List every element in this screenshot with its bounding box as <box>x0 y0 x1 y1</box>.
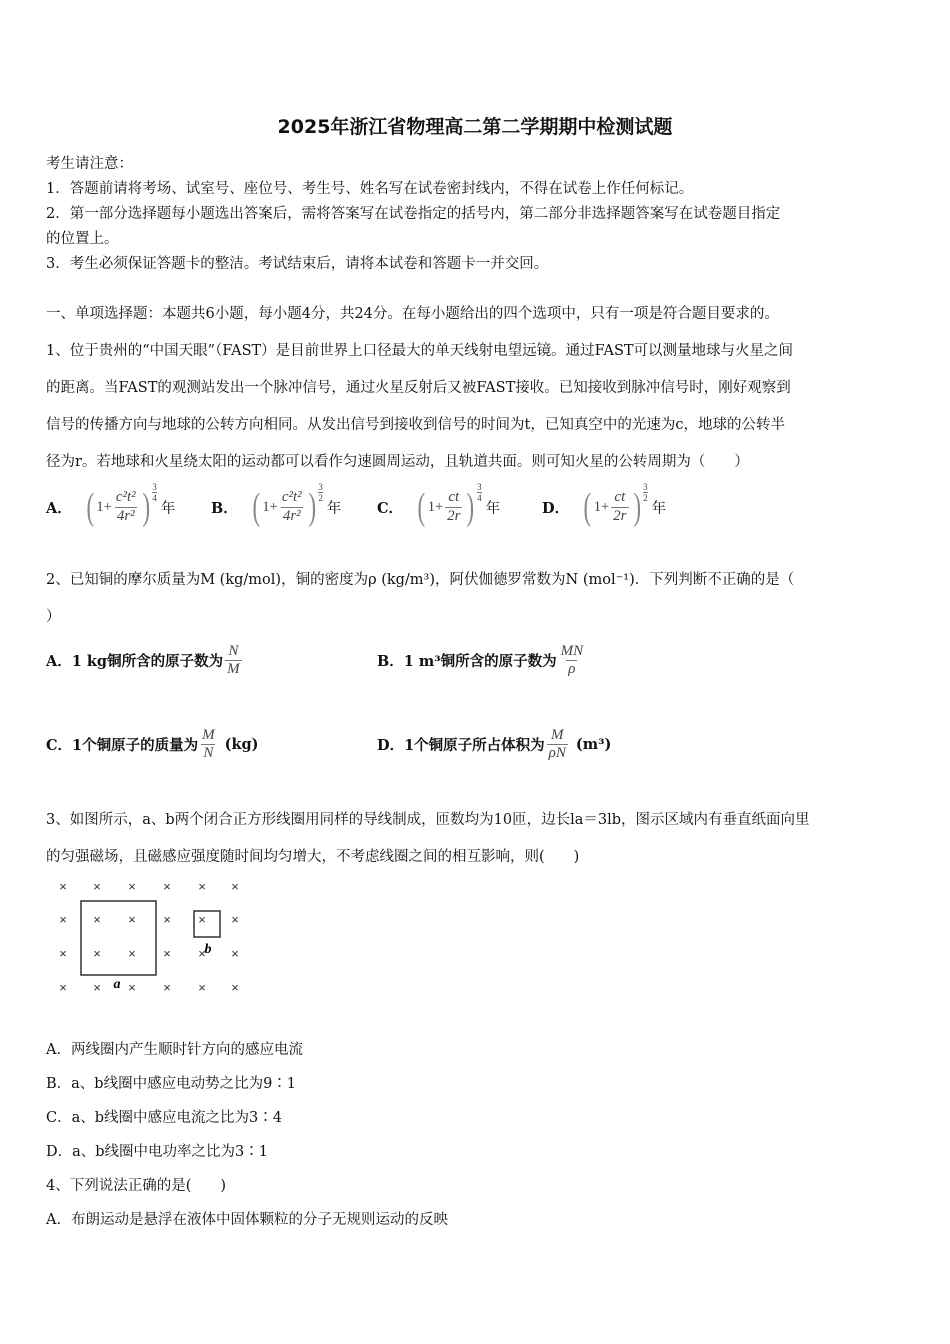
field-cross: × <box>93 980 101 995</box>
q2-option-c-text: C．1个铜原子的质量为 <box>46 737 199 755</box>
q2-option-b[interactable] <box>377 643 587 679</box>
field-cross: × <box>198 912 206 927</box>
q3-option-b[interactable]: B．a、b线圈中感应电动势之比为9∶1 <box>46 1076 297 1092</box>
section-heading: 一、单项选择题：本题共6小题，每小题4分，共24分。在每小题给出的四个选项中，只有一项是符合题目要求的。 <box>46 306 779 322</box>
q1-option-b-label: B． <box>211 499 238 517</box>
q1-option-a-label: A． <box>46 499 72 517</box>
field-cross: × <box>231 912 239 927</box>
notice-item-2: 2．第一部分选择题每小题选出答案后，需将答案写在试卷指定的括号内，第二部分非选择题答案写在试卷题目指定 <box>46 206 781 222</box>
q2-option-a-fraction: $\frac{N}{M}$ <box>227 643 240 678</box>
q1-option-d-label: D． <box>542 499 570 517</box>
page-title: 2025年浙江省物理高二第二学期期中检测试题 <box>277 116 673 138</box>
field-cross: × <box>163 946 171 961</box>
field-cross: × <box>93 912 101 927</box>
q1-option-d[interactable] <box>542 482 667 528</box>
q1-option-b-formula: ( 1+ $\frac{\text{c²t²}}{\text{4r²}}$ ) 3 2 <box>252 482 323 528</box>
magnetic-field-diagram <box>50 874 250 1008</box>
q3-option-d[interactable]: D．a、b线圈中电功率之比为3∶1 <box>46 1144 269 1160</box>
q2-option-c-unit: (kg) <box>224 736 259 754</box>
field-cross: × <box>231 879 239 894</box>
field-figure <box>50 874 250 1004</box>
q1-option-c-formula: ( 1+ $\frac{ct}{2r}$ ) 3 4 <box>417 482 482 528</box>
notice-item-1: 1．答题前请将考场、试室号、座位号、考生号、姓名写在试卷密封线内，不得在试卷上作任何标记。 <box>46 181 694 197</box>
field-cross: × <box>198 946 206 961</box>
q2-option-b-fraction: $\frac{MN}{\rho}$ <box>560 643 584 678</box>
q4-option-a[interactable]: A．布朗运动是悬浮在液体中固体颗粒的分子无规则运动的反映 <box>46 1212 448 1228</box>
notice-heading: 考生请注意： <box>46 156 133 172</box>
q1-option-c-label: C． <box>377 499 404 517</box>
coil-a-label: a <box>113 977 121 992</box>
field-cross: × <box>231 946 239 961</box>
q1-option-d-formula: ( 1+ $\frac{ct}{2r}$ ) 3 2 <box>583 482 648 528</box>
field-cross: × <box>59 879 67 894</box>
field-cross: × <box>128 879 136 894</box>
field-cross: × <box>231 980 239 995</box>
field-cross: × <box>198 980 206 995</box>
field-cross: × <box>128 912 136 927</box>
q2-option-a[interactable] <box>46 643 244 679</box>
field-cross: × <box>93 879 101 894</box>
field-cross: × <box>59 946 67 961</box>
q1-option-b[interactable] <box>211 482 342 528</box>
q3-line-2: 的匀强磁场，且磁感应强度随时间均匀增大，不考虑线圈之间的相互影响，则( ) <box>46 849 580 865</box>
field-cross: × <box>163 980 171 995</box>
q2-option-d-fraction: $\frac{M}{\rho N}$ <box>548 727 566 762</box>
q2-option-d[interactable] <box>377 727 611 763</box>
field-cross: × <box>59 980 67 995</box>
q3-line-1: 3、如图所示，a、b两个闭合正方形线圈用同样的导线制成，匝数均为10匝，边长la＝3lb，图示区域内有垂直纸面向里 <box>46 812 810 828</box>
field-cross: × <box>198 879 206 894</box>
q2-option-c-fraction: $\frac{M}{N}$ <box>202 727 215 762</box>
coil-b-label: b <box>204 942 212 957</box>
field-cross: × <box>93 946 101 961</box>
q2-line-2: ） <box>46 609 61 625</box>
q3-option-c[interactable]: C．a、b线圈中感应电流之比为3∶4 <box>46 1110 282 1126</box>
field-cross: × <box>128 946 136 961</box>
q2-line-1: 2、已知铜的摩尔质量为M (kg/mol)，铜的密度为ρ (kg/m³)，阿伏伽德罗常数为N (mol⁻¹)．下列判断不正确的是（ <box>46 572 795 588</box>
field-cross: × <box>128 980 136 995</box>
field-cross: × <box>163 879 171 894</box>
q1-option-b-unit: 年 <box>326 500 342 517</box>
q2-option-c[interactable] <box>46 727 259 763</box>
q1-option-c-unit: 年 <box>485 500 501 517</box>
q1-line-3: 信号的传播方向与地球的公转方向相同。从发出信号到接收到信号的时间为t，已知真空中的光速为c，地球的公转半 <box>46 417 785 433</box>
q3-option-a[interactable]: A．两线圈内产生顺时针方向的感应电流 <box>46 1042 303 1058</box>
field-cross: × <box>59 912 67 927</box>
q1-option-d-unit: 年 <box>651 500 667 517</box>
notice-item-3: 3．考生必须保证答题卡的整洁。考试结束后，请将本试卷和答题卡一并交回。 <box>46 256 549 272</box>
q1-option-c[interactable] <box>377 482 501 528</box>
q2-option-d-text: D．1个铜原子所占体积为 <box>377 737 545 755</box>
q1-option-a[interactable] <box>46 482 176 528</box>
q1-line-4: 径为r。若地球和火星绕太阳的运动都可以看作匀速圆周运动，且轨道共面。则可知火星的公转周期为（ ） <box>46 454 749 470</box>
notice-item-2-cont: 的位置上。 <box>46 231 119 247</box>
q2-option-b-text: B．1 m³铜所含的原子数为 <box>377 653 557 671</box>
q1-option-a-formula: ( 1+ $\frac{\text{c²t²}}{\text{4r²}}$ ) 3 4 <box>86 482 157 528</box>
q1-line-2: 的距离。当FAST的观测站发出一个脉冲信号，通过火星反射后又被FAST接收。已知接收到脉冲信号时，刚好观察到 <box>46 380 791 396</box>
q2-option-a-text: A．1 kg铜所含的原子数为 <box>46 653 224 671</box>
q4-line-1: 4、下列说法正确的是( ) <box>46 1178 227 1194</box>
q1-line-1: 1、位于贵州的“中国天眼”（FAST）是目前世界上口径最大的单天线射电望远镜。通过FAST可以测量地球与火星之间 <box>46 343 794 359</box>
q1-option-a-unit: 年 <box>160 500 176 517</box>
q2-option-d-unit: (m³) <box>575 736 612 754</box>
field-cross: × <box>163 912 171 927</box>
